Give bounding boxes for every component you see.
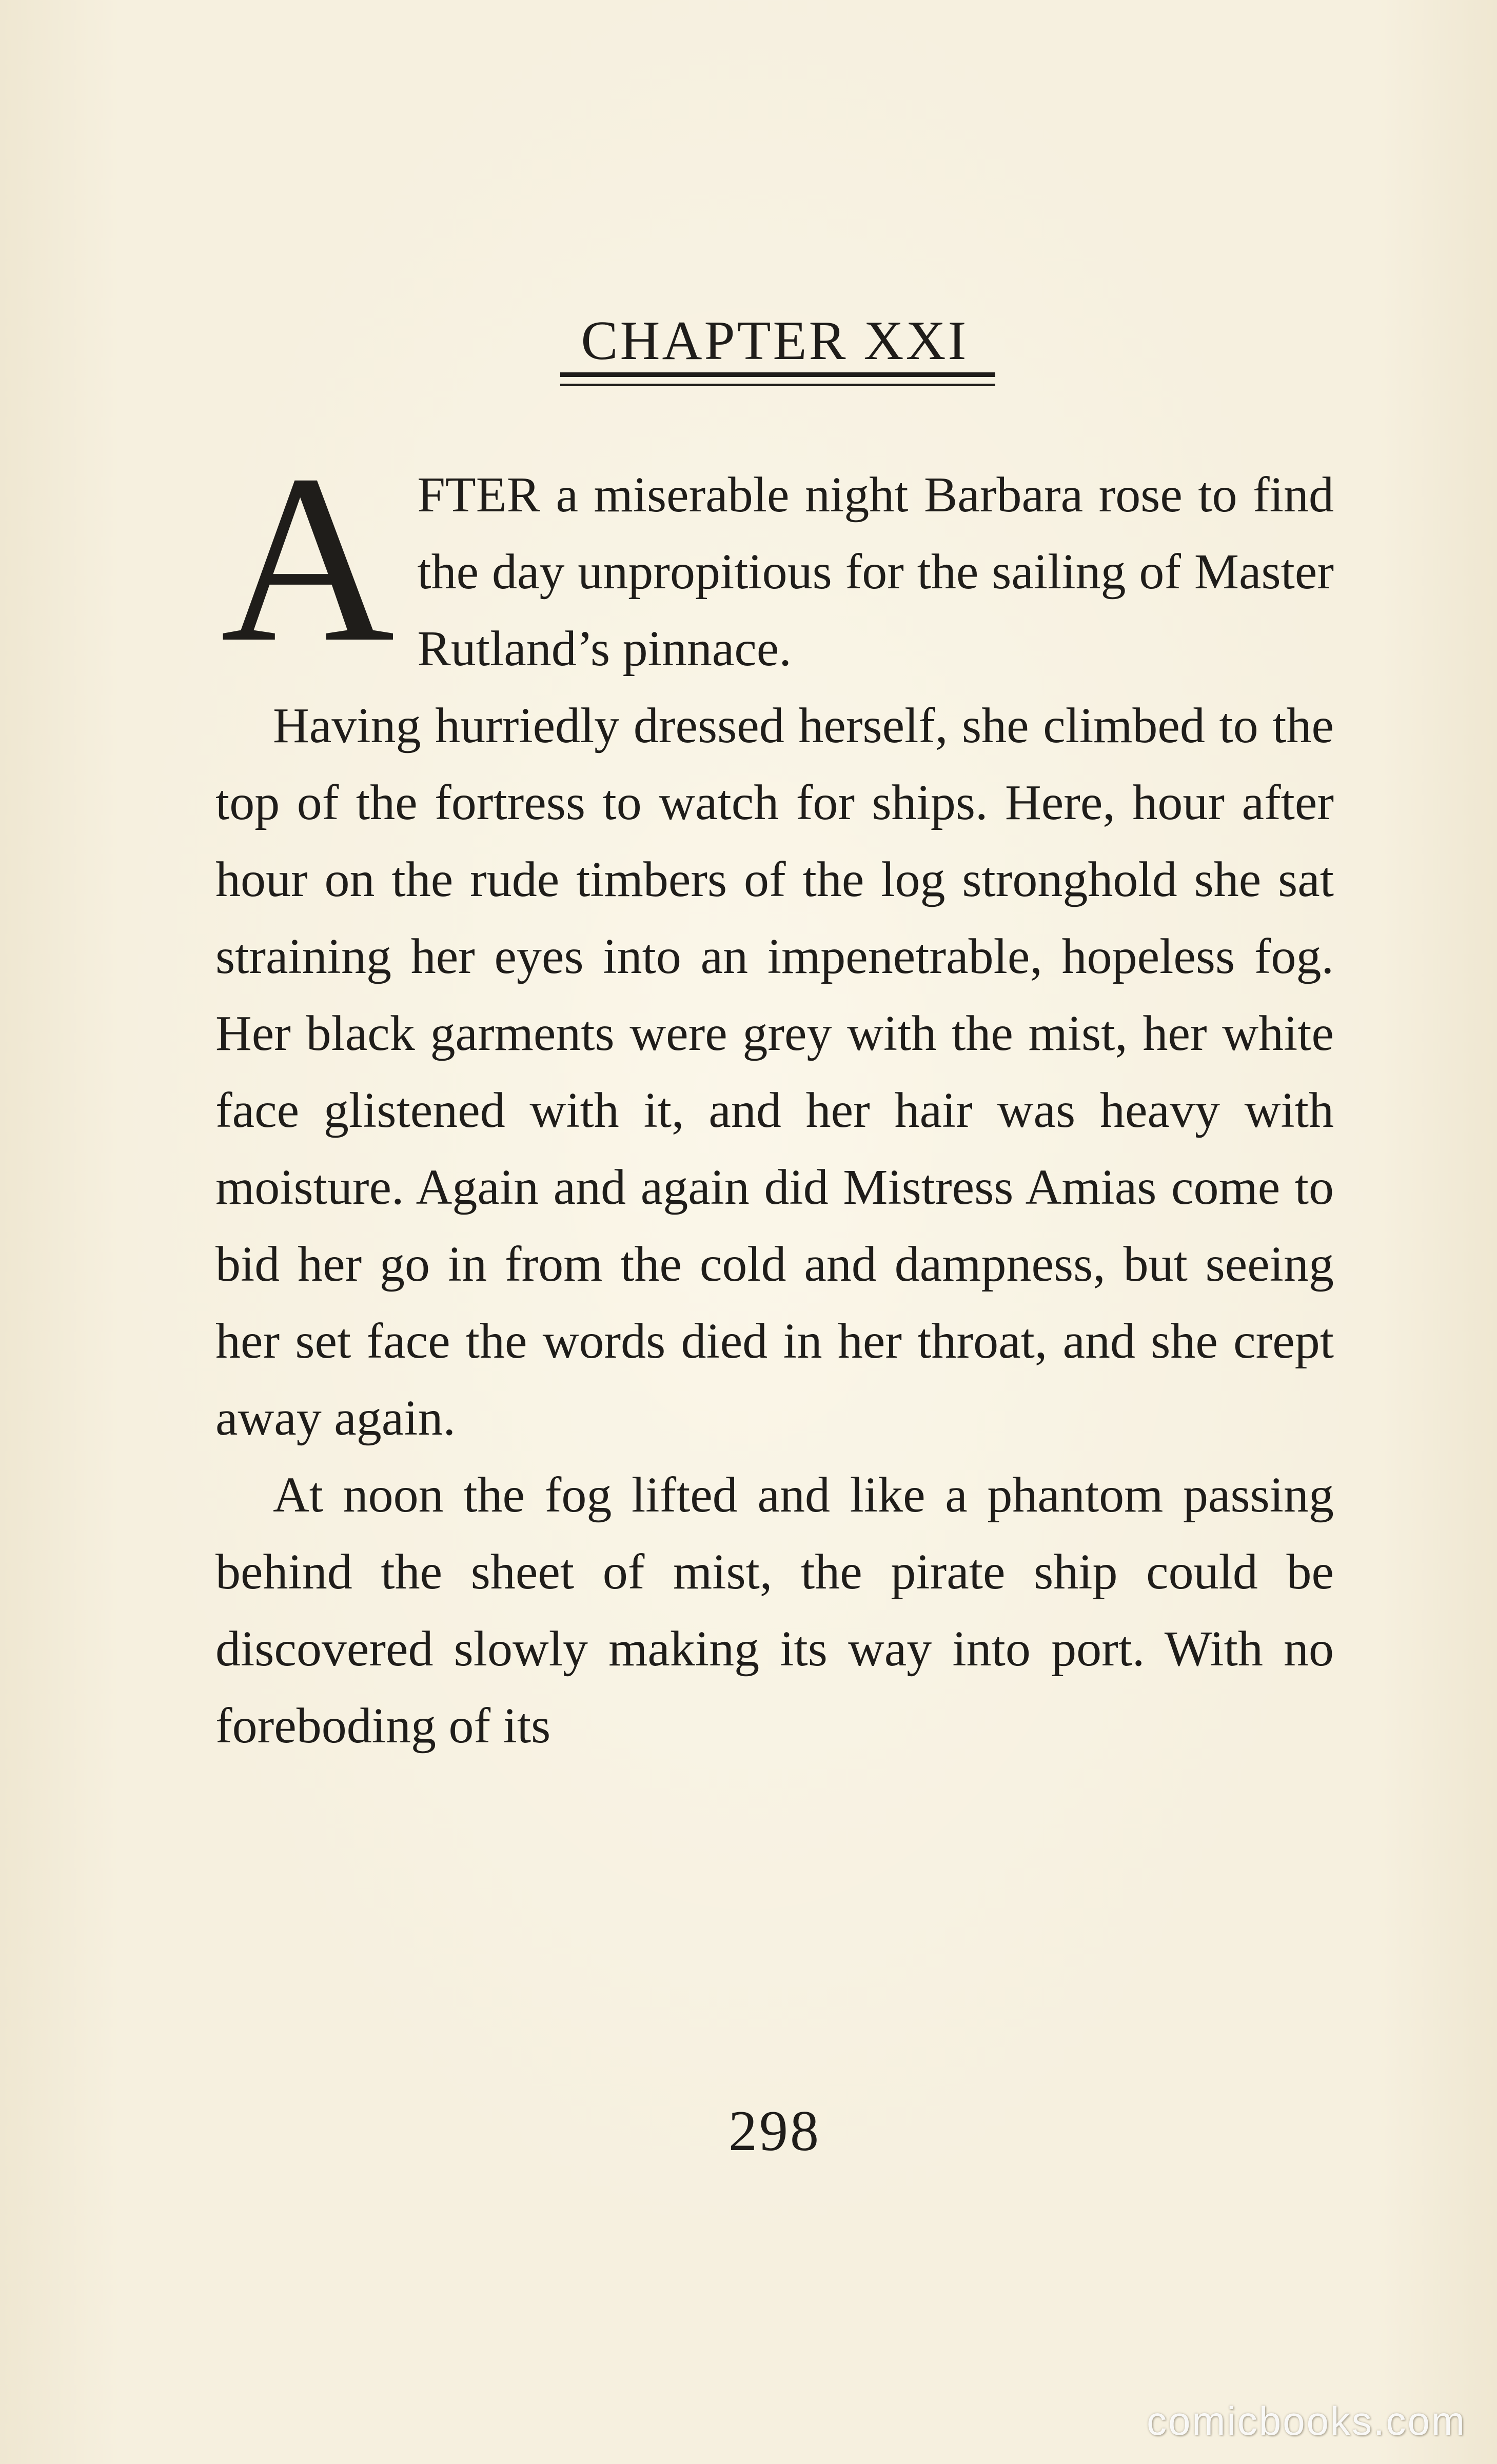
page-number: 298	[728, 2099, 821, 2163]
chapter-rule-thick	[560, 372, 995, 377]
chapter-title: CHAPTER XXI	[581, 310, 969, 371]
site-watermark: comicbooks.com	[1147, 2398, 1466, 2443]
paragraph-2: Having hurriedly dressed herself, she climbed to the top of the fortress to watch for ships. Here, hour after hour on the rude timbers of the log stronghold she sat straining her eyes into an impenetrable, hopeless fog. Her black garments were grey with the mist, her white face glistened with it, and her hair was heavy with moisture. Again and again did Mistress Amias come to bid her go in from the cold and dampness, but seeing her set face the words died in her throat, and she crept away again.	[215, 698, 1334, 1446]
paragraph-1-text: FTER a miserable night Barbara rose to find the day unpropitious for the sailing of Master Rutland’s pinnace.	[417, 467, 1334, 677]
chapter-body	[215, 425, 1334, 1764]
drop-cap-letter: A	[221, 425, 395, 692]
paragraph-3: At noon the fog lifted and like a phantom passing behind the sheet of mist, the pirate ship could be discovered slowly making its way into port. With no foreboding of its	[215, 1467, 1334, 1754]
chapter-rule-thin	[560, 384, 995, 386]
paragraph-1	[215, 425, 1334, 692]
